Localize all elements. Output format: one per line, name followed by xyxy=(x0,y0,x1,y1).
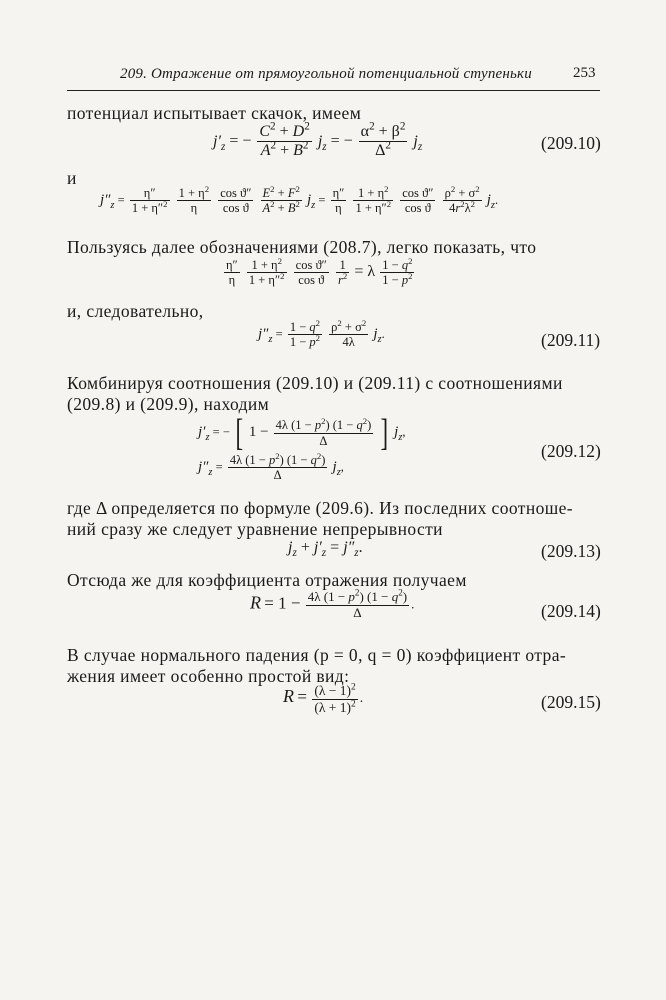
equation-number-209-14: (209.14) xyxy=(541,601,601,621)
equation-209-11: $j''_z$ = $\frac{1 - q^2}{1 - p^2}$ $\frac{\rho^2 + \sigma^2}{4\lambda}$ $j_z$. xyxy=(258,317,385,350)
header-rule xyxy=(67,90,600,91)
hence-text: и, следовательно, xyxy=(67,301,204,321)
using-notation-text: Пользуясь далее обозначениями (208.7), легко показать, что xyxy=(67,237,537,257)
normal-incidence-line-2: жения имеет особенно простой вид: xyxy=(67,666,350,686)
where-delta-line-1: где Δ определяется по формуле (209.6). Из последних соотноше- xyxy=(67,498,574,518)
equation-number-209-12: (209.12) xyxy=(541,441,601,461)
intro-text: потенциал испытывает скачок, имеем xyxy=(67,103,362,123)
equation-number-209-10: (209.10) xyxy=(541,133,601,153)
reflection-coefficient-text: Отсюда же для коэффициента отражения получаем xyxy=(67,570,467,590)
normal-incidence-line-1: В случае нормального падения (p = 0, q = 0) коэффициент отра- xyxy=(67,645,567,665)
equation-number-209-11: (209.11) xyxy=(541,330,601,350)
combining-line-2: (209.8) и (209.9), находим xyxy=(67,394,270,414)
and-text: и xyxy=(67,168,77,188)
equation-209-10: $j'_z$ = − $\frac{C^2 + D^2}{A^2 + B^2}$ $j_z$ = − $\frac{\alpha^2 + \beta^2}{\Delta^2}$ $j_z$ xyxy=(213,120,423,160)
where-delta-line-2: ний сразу же следует уравнение непрерывности xyxy=(67,519,443,539)
equation-lambda-relation: $\frac{\eta''}{\eta}$ $\frac{1 + \eta^2}{1 + \eta''^2}$ $\frac{\text{cos ϑ″}}{\text{cos ϑ}}$ $\frac{1}{r^2}$ = λ $\frac{1 - q^2}{1 - p^2}$ xyxy=(226,255,413,288)
equation-j-double-prime: $j''_z$ = $\frac{\eta''}{1 + \eta''^2}$ $\frac{1 + \eta^2}{\eta}$ $\frac{\text{cos ϑ″}}{\text{cos ϑ}}$ $\frac{E^2 + F^2}{A^2 + B^2}$ $j_z$ = $\frac{\eta''}{\eta}$ $\frac{1 + \eta^2}{1 + \eta''^2}$ $\frac{\text{cos ϑ″}}{\text{cos ϑ}}$ $\frac{\rho^2 + \sigma^2}{4r^2\lambda^2}$ $j_z$. xyxy=(100,183,499,216)
combining-line-1: Комбинируя соотношения (209.10) и (209.11) с соотношениями xyxy=(67,373,563,393)
equation-number-209-15: (209.15) xyxy=(541,692,601,712)
equation-number-209-13: (209.13) xyxy=(541,541,601,561)
equation-209-14: R = 1 − $\frac{4\lambda (1 - p^2) (1 - q^2)}{\Delta}$ . xyxy=(250,587,415,620)
page-number: 253 xyxy=(573,65,596,81)
running-title: 209. Отражение от прямоугольной потенциальной ступеньки xyxy=(120,66,532,82)
equation-209-12-line-2: $j''_z$ = $\frac{4\lambda (1 - p^2) (1 - q^2)}{\Delta}$ $j_z$, xyxy=(198,450,344,483)
equation-209-15: R = $\frac{(\lambda - 1)^2}{(\lambda + 1)^2}$ . xyxy=(283,682,364,715)
equation-209-12-line-1: $j'_z$ = − [ 1 − $\frac{4\lambda (1 - p^2) (1 - q^2)}{\Delta}$ ] $j_z$, xyxy=(198,412,406,454)
equation-209-13: $j_z + j'_z = j''_z$. xyxy=(288,539,363,560)
